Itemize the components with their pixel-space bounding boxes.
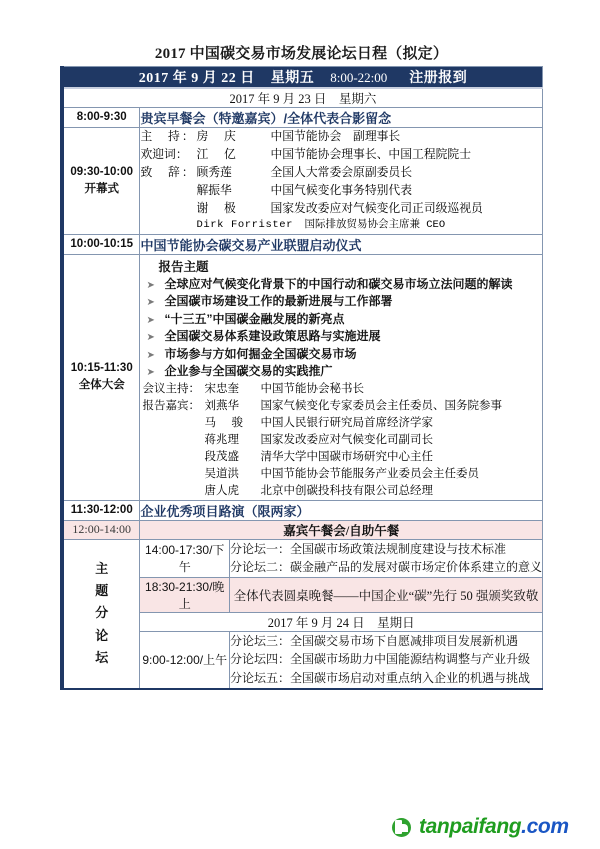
plenary-speaker-name: 马 骏: [204, 416, 245, 429]
plenary-topic-item: [140, 311, 542, 329]
opening-org: 中国气候变化事务特别代表: [270, 182, 413, 197]
chevron-right-icon: ➤: [146, 332, 155, 344]
opening-line: [140, 182, 542, 200]
opening-line: [140, 200, 542, 218]
tanpaifang-logo-icon: [392, 818, 411, 837]
day1-time: 8:00-22:00: [330, 70, 388, 85]
opening-role: [140, 200, 196, 218]
plenary-speaker-line: [140, 381, 542, 398]
chevron-right-icon: ➤: [146, 297, 155, 309]
opening-person: 解振华: [196, 182, 232, 197]
plenary-speaker-line: [140, 466, 542, 483]
forum-session-line: 分论坛四：全国碳市场助力中国能源结构调整与产业升级: [229, 652, 530, 667]
logo-name: tanpaifang: [419, 815, 522, 838]
opening-line: [140, 164, 542, 182]
table-row-day1-band: [62, 67, 543, 89]
plenary-speaker-name: 蒋兆理: [204, 433, 239, 446]
chevron-right-icon: ➤: [146, 367, 155, 379]
table-row-plenary: [62, 254, 543, 500]
plenary-speaker-line: [140, 415, 542, 432]
opening-person: 谢 极: [196, 200, 238, 215]
forum-session-line: 分论坛二：碳金融产品的发展对碳市场定价体系建立的意义: [229, 560, 542, 575]
forum-dinner-time: 18:30-21:30/晚上: [140, 577, 230, 612]
plenary-time: [62, 254, 140, 500]
forum-vertical-label: [62, 539, 140, 688]
plenary-speaker-org: 中国节能协会秘书长: [260, 382, 364, 395]
plenary-speaker-org: 清华大学中国碳市场研究中心主任: [260, 450, 433, 463]
page-title: 2017 中国碳交易市场发展论坛日程（拟定）: [154, 46, 449, 62]
plenary-speaker-name: 刘燕华: [204, 399, 239, 412]
logo-tld: .com: [521, 815, 569, 838]
lunch-time: 12:00-14:00: [62, 520, 140, 539]
forum-label-char: 论: [95, 627, 109, 643]
plenary-topic-text: “十三五”中国碳金融发展的新亮点: [164, 311, 345, 326]
opening-role: 欢迎词：: [140, 146, 188, 161]
plenary-topic-text: 全球应对气候变化背景下的中国行动和碳交易市场立法问题的解读: [164, 276, 513, 291]
plenary-topic-item: [140, 276, 542, 294]
plenary-speaker-line: [140, 432, 542, 449]
opening-org: 中国节能协会理事长、中国工程院院士: [270, 146, 472, 161]
plenary-topic-text: 市场参与方如何掘金全国碳交易市场: [164, 346, 357, 361]
table-row-forum-afternoon: [62, 539, 543, 577]
table-row-alliance-launch: [62, 234, 543, 254]
plenary-speaker-name: 段茂盛: [204, 450, 239, 463]
plenary-speaker-org: 中国节能协会节能服务产业委员会主任委员: [260, 467, 479, 480]
chevron-right-icon: ➤: [146, 349, 155, 361]
plenary-topic-item: [140, 328, 542, 346]
chevron-right-icon: ➤: [146, 279, 155, 291]
plenary-speaker-org: 国家发改委应对气候变化司副司长: [260, 433, 433, 446]
table-row-day2-date: [62, 88, 543, 108]
forum-afternoon-body: [229, 539, 542, 577]
opening-person: 顾秀莲: [196, 164, 232, 179]
plenary-time-label: 全体大会: [78, 379, 125, 392]
plenary-speaker-line: [140, 449, 542, 466]
plenary-speaker-org: 国家气候变化专家委员会主任委员、国务院参事: [260, 399, 502, 412]
agenda-table: [60, 66, 543, 690]
forum-afternoon-time: 14:00-17:30/下午: [140, 539, 230, 577]
plenary-speaker-line: [140, 398, 542, 415]
opening-person: 房 庆: [196, 129, 238, 143]
plenary-speaker-line: [140, 483, 542, 500]
plenary-speaker-name: 宋忠奎: [204, 382, 239, 395]
table-row-breakfast: [62, 108, 543, 128]
day2-date-line: 2017 年 9 月 23 日 星期六: [62, 88, 543, 108]
plenary-speaker-role: [142, 415, 204, 432]
plenary-speaker-role: 报告嘉宾：: [142, 399, 200, 412]
opening-line: [140, 218, 542, 234]
opening-org: 中国节能协会 副理事长: [270, 129, 401, 143]
plenary-speaker-name: 唐人虎: [204, 484, 239, 497]
forum-dinner-body: 全体代表圆桌晚餐——中国企业“碳”先行 50 强颁奖致敬: [229, 577, 542, 612]
site-watermark-logo: [392, 815, 569, 839]
plenary-topic-item: [140, 363, 542, 381]
plenary-speaker-role: [142, 449, 204, 466]
plenary-topic-heading: 报告主题: [158, 259, 209, 274]
plenary-speaker-org: 中国人民银行研究局首席经济学家: [260, 416, 433, 429]
plenary-speaker-role: 会议主持：: [142, 382, 200, 395]
opening-role: 主 持：: [140, 129, 196, 143]
lunch-title: 嘉宾午餐会/自助午餐: [140, 520, 543, 539]
chevron-right-icon: ➤: [146, 314, 155, 326]
roadshow-time: 11:30-12:00: [62, 500, 140, 520]
forum-session-line: 分论坛三：全国碳交易市场下自愿减排项目发展新机遇: [229, 633, 518, 648]
alliance-time: 10:00-10:15: [62, 234, 140, 254]
plenary-topic-text: 企业参与全国碳交易的实践推广: [164, 364, 333, 379]
breakfast-title: 贵宾早餐会（特邀嘉宾）/全体代表合影留念: [140, 108, 543, 128]
forum-morning-time: 9:00-12:00/上午: [140, 631, 230, 688]
forum-label-char: 分: [95, 605, 109, 621]
forum-label-char: 主: [95, 560, 109, 576]
plenary-speaker-role: [142, 432, 204, 449]
opening-time: [62, 128, 140, 235]
forum-label-char: 坛: [95, 650, 109, 666]
opening-content: [140, 128, 543, 235]
forum-label-char: 题: [95, 583, 109, 599]
plenary-topic-item: [140, 293, 542, 311]
table-row-lunch: [62, 520, 543, 539]
opening-org: 全国人大常委会原副委员长: [270, 164, 413, 179]
plenary-topic-item: [140, 346, 542, 364]
opening-role: 致 辞：: [140, 164, 196, 179]
alliance-title: 中国节能协会碳交易产业联盟启动仪式: [140, 234, 543, 254]
plenary-topic-text: 全国碳交易体系建设政策思路与实施进展: [164, 329, 381, 344]
opening-time-range: 09:30-10:00: [70, 166, 134, 179]
day1-band-cell: [62, 67, 543, 89]
breakfast-time: 8:00-9:30: [62, 108, 140, 128]
opening-org: 国家发改委应对气候变化司正司级巡视员: [270, 200, 483, 215]
table-row-roadshow: [62, 500, 543, 520]
plenary-topic-text: 全国碳市场建设工作的最新进展与工作部署: [164, 294, 393, 309]
opening-role: [140, 218, 196, 234]
plenary-speaker-org: 北京中创碳投科技有限公司总经理: [260, 484, 433, 497]
plenary-speaker-name: 吴道洪: [204, 467, 239, 480]
day3-date-line: 2017 年 9 月 24 日 星期日: [140, 612, 543, 631]
day1-weekday: 星期五: [270, 71, 315, 86]
table-row-opening: [62, 128, 543, 235]
opening-role: [140, 182, 196, 200]
plenary-speaker-role: [142, 483, 204, 500]
opening-person: Dirk Forrister: [196, 218, 294, 231]
opening-line: [140, 146, 542, 164]
plenary-content: [140, 254, 543, 500]
opening-time-label: 开幕式: [84, 182, 119, 195]
opening-line: [140, 128, 542, 146]
forum-morning-body: [229, 631, 542, 688]
day1-activity: 注册报到: [409, 71, 468, 86]
roadshow-title: 企业优秀项目路演（限两家）: [140, 500, 543, 520]
plenary-speaker-role: [142, 466, 204, 483]
opening-org: 国际排放贸易协会主席兼 CEO: [304, 218, 446, 231]
tanpaifang-logo-text: [419, 815, 569, 839]
plenary-time-range: 10:15-11:30: [70, 362, 133, 375]
day1-date: 2017 年 9 月 22 日: [138, 71, 255, 86]
forum-session-line: 分论坛五：全国碳市场启动对重点纳入企业的机遇与挑战: [229, 671, 530, 686]
opening-person: 江 亿: [196, 146, 238, 161]
forum-session-line: 分论坛一：全国碳市场政策法规制度建设与技术标准: [229, 541, 506, 556]
